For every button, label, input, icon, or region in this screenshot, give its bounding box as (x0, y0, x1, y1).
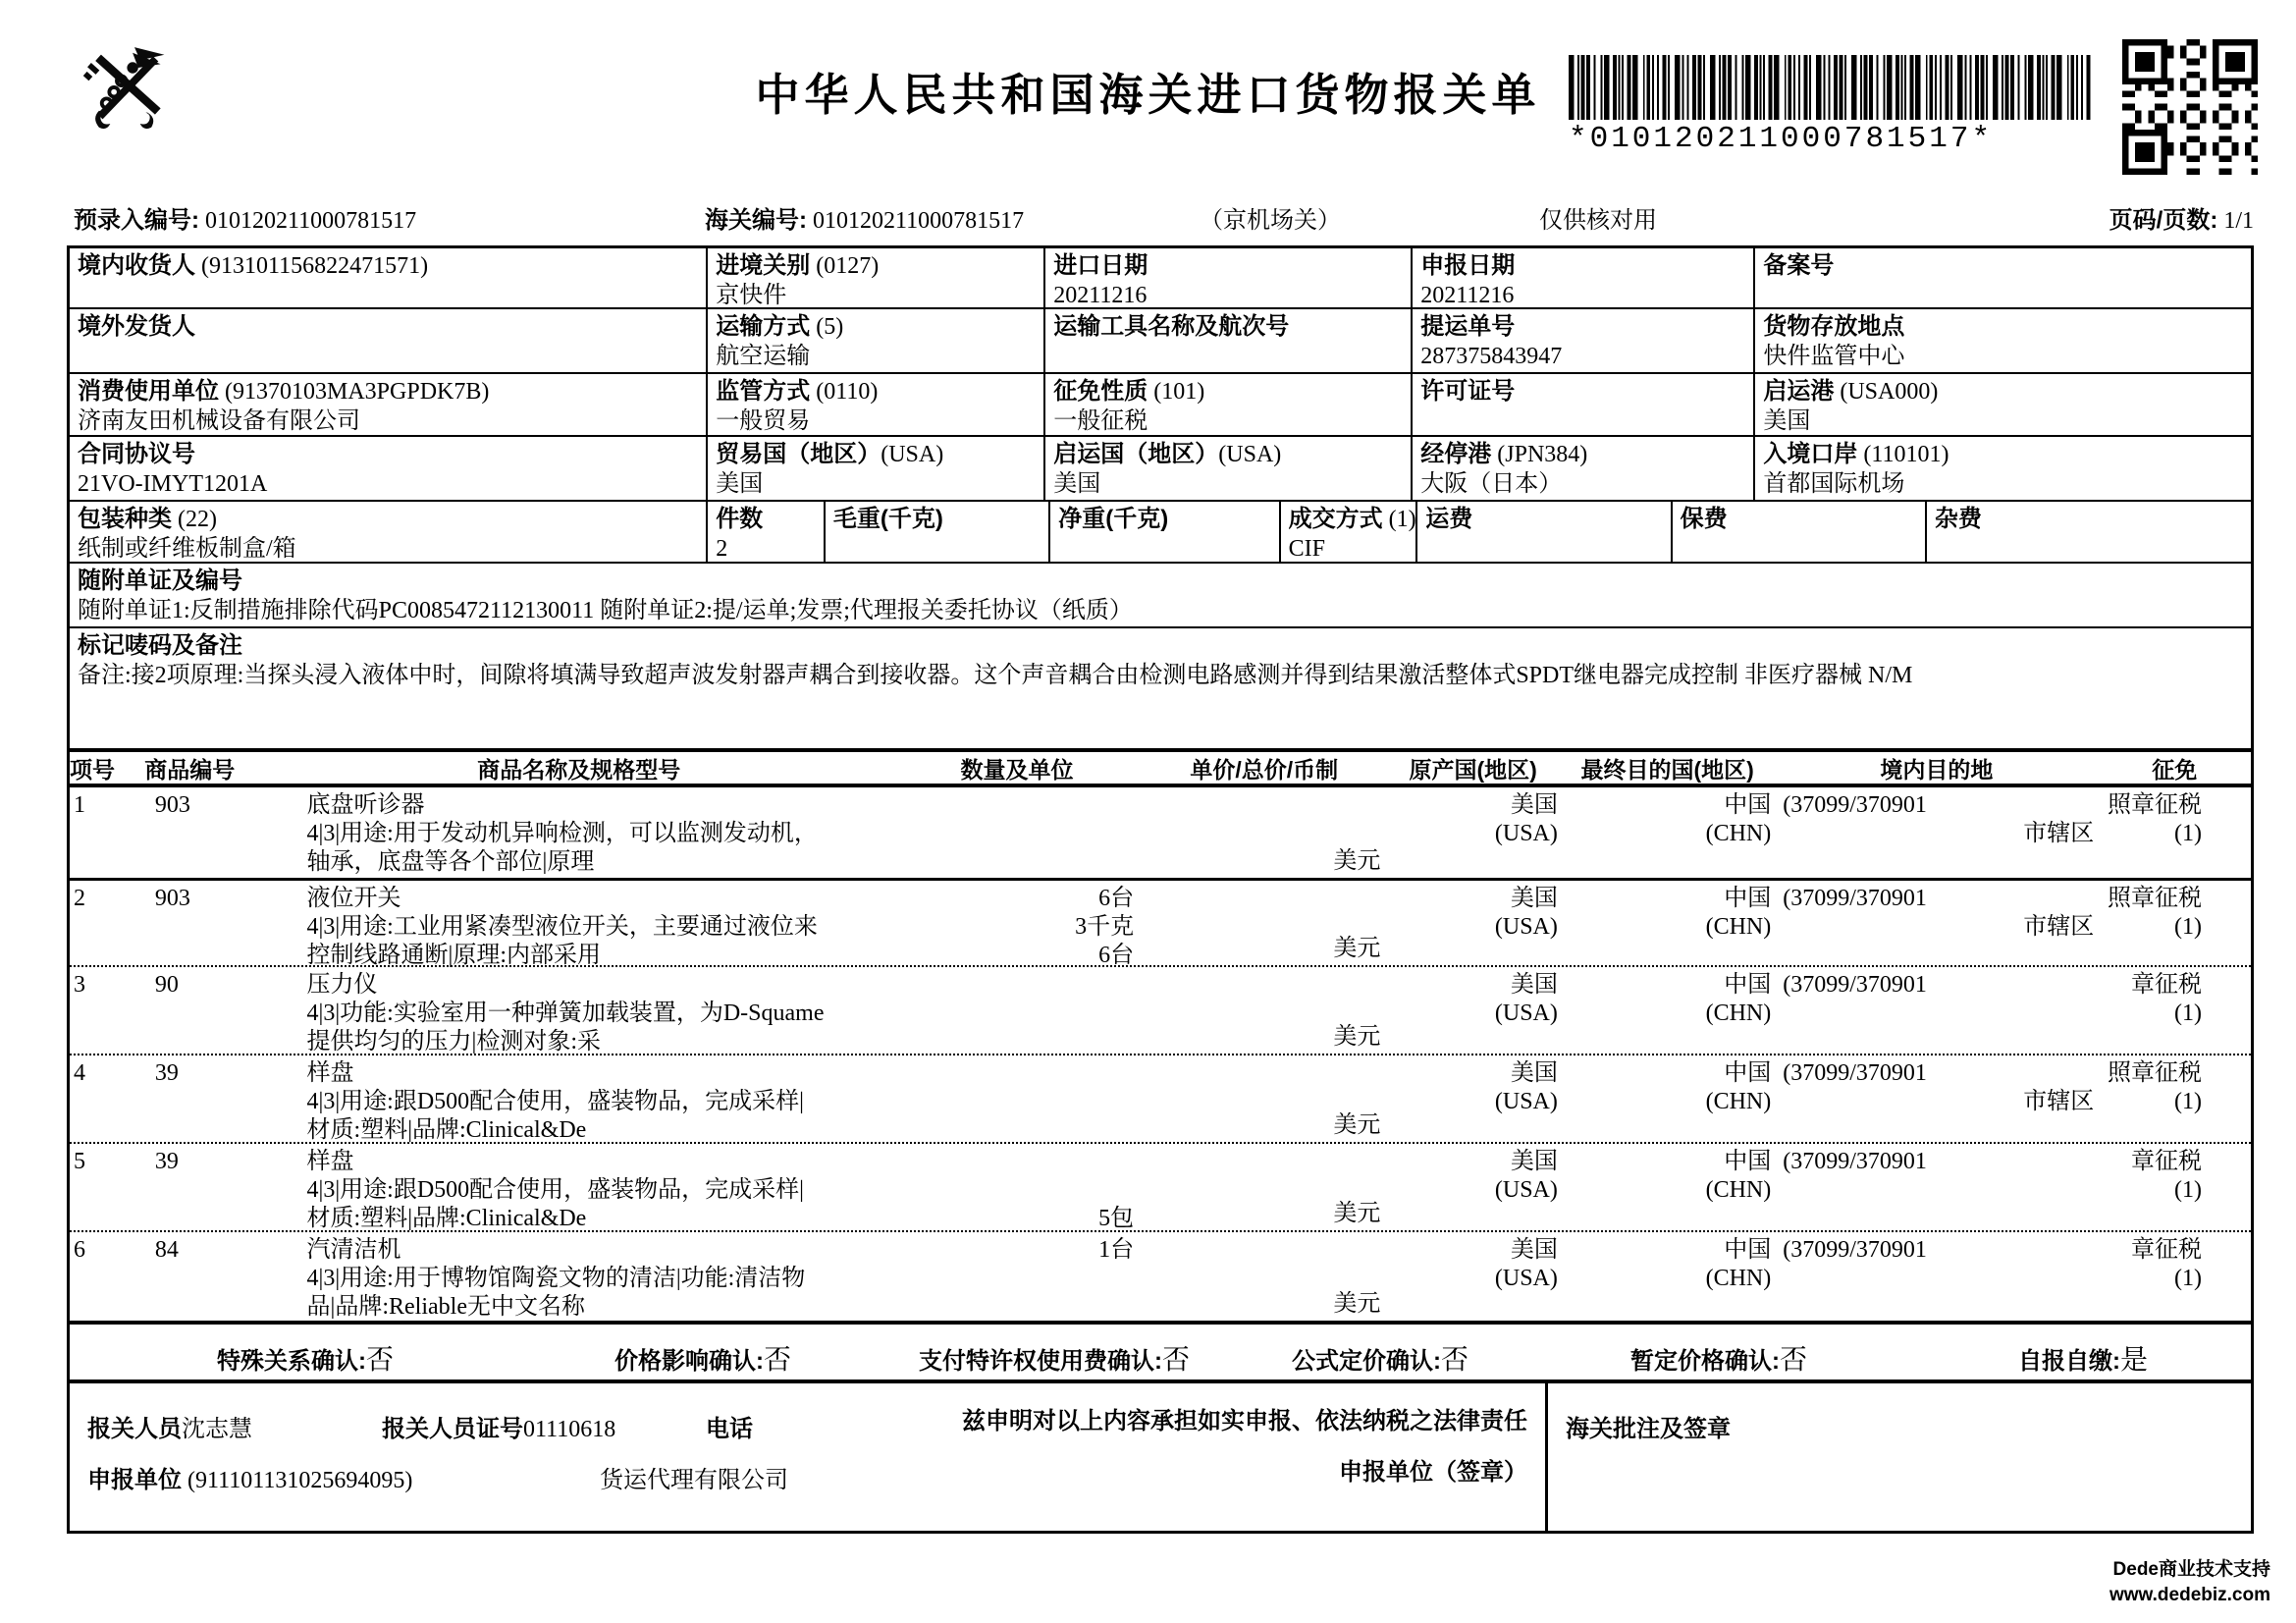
watermark-line1: Dede商业技术支持 (2112, 1559, 2270, 1580)
entry-customs-label: 进境关别 (716, 252, 811, 279)
transport-tool-cell (1045, 309, 1413, 372)
goods-levy-mode: 章征税 (1) (2130, 1237, 2202, 1291)
consignee-label: 境内收货人 (78, 252, 195, 279)
trade-country-value: 美国 (716, 471, 764, 497)
overseas-shipper-label: 境外发货人 (78, 313, 195, 340)
goods-domestic-dest: (37099/370901 (1783, 1149, 1927, 1174)
supervision-value: 一般贸易 (716, 408, 811, 434)
goods-levy-mode: 照章征税 (1) (2107, 792, 2202, 846)
barcode-text: *010120211000781517* (1569, 122, 1994, 156)
insurance-cell (1673, 502, 1927, 562)
page-label: 页码/页数: (2109, 207, 2218, 234)
via-port-label: 经停港 (1420, 441, 1492, 467)
goods-origin-country: 美国 (USA) (1494, 1237, 1558, 1291)
confirm-label: 公式定价确认: (1292, 1348, 1441, 1375)
confirm-label: 暂定价格确认: (1630, 1348, 1780, 1375)
pieces-value: 2 (716, 536, 728, 562)
goods-domestic-dest: (37099/370901 市辖区 (1783, 792, 2095, 846)
site-watermark (2109, 1557, 2270, 1608)
contract-value: 21VO-IMYT1201A (78, 471, 268, 497)
declarant-name: 沈志慧 (182, 1417, 252, 1442)
goods-origin-country: 美国 (USA) (1494, 792, 1558, 846)
record-no-label: 备案号 (1763, 252, 1835, 279)
declare-date-cell (1413, 248, 1755, 307)
transport-mode-value: 航空运输 (716, 344, 811, 369)
bill-no-cell (1413, 309, 1755, 372)
confirm-label: 价格影响确认: (614, 1348, 764, 1375)
info-row-5 (70, 502, 2251, 564)
goods-final-dest-country: 中国 (CHN) (1705, 972, 1772, 1026)
attached-docs-row (70, 564, 2251, 628)
confirm-self-declare-pay (2018, 1338, 2148, 1378)
confirm-value: 否 (366, 1345, 395, 1376)
goods-final-dest-country: 中国 (CHN) (1705, 1149, 1772, 1203)
declarant-group (87, 1409, 252, 1443)
confirm-label: 自报自缴: (2018, 1348, 2120, 1375)
barcode (1569, 55, 2099, 156)
packing-cell (70, 502, 708, 562)
legal-statement: 兹申明对以上内容承担如实申报、依法纳税之法律责任 (962, 1408, 1527, 1434)
bill-no-value: 287375843947 (1420, 344, 1563, 369)
col-header-qty-unit: 数量及单位 (960, 756, 1074, 783)
goods-final-dest-country: 中国 (CHN) (1705, 1060, 1772, 1114)
goods-item-no: 4 (74, 1060, 85, 1086)
gross-weight-cell (826, 502, 1050, 562)
confirm-value: 是 (2120, 1345, 2149, 1376)
goods-origin-country: 美国 (USA) (1494, 886, 1558, 940)
levy-nature-cell (1045, 374, 1413, 435)
form-body (67, 245, 2254, 1534)
license-label: 许可证号 (1420, 378, 1516, 405)
goods-origin-country: 美国 (USA) (1494, 1060, 1558, 1114)
pre-entry-label: 预录入编号: (74, 207, 199, 234)
storage-cell (1755, 309, 2251, 372)
goods-item-no: 2 (74, 886, 85, 911)
col-header-commodity-code: 商品编号 (144, 756, 236, 783)
import-date-label: 进口日期 (1053, 252, 1148, 279)
terms-cell (1281, 502, 1418, 562)
col-header-origin: 原产国(地区) (1409, 756, 1537, 783)
goods-qty-unit: 5包 (1098, 1206, 1135, 1231)
goods-currency: 美元 (1333, 1201, 1381, 1226)
col-header-levy: 征免 (2152, 756, 2198, 783)
goods-currency: 美元 (1333, 1291, 1381, 1317)
col-header-name-spec: 商品名称及规格型号 (477, 756, 681, 783)
goods-price-currency (1142, 971, 1386, 1054)
info-row-4 (70, 437, 2251, 502)
declare-unit-code: (911101131025694095) (187, 1468, 413, 1493)
goods-row (70, 881, 2251, 967)
pre-entry-no (74, 200, 416, 235)
goods-table-header (70, 748, 2251, 787)
goods-currency: 美元 (1333, 848, 1381, 874)
declarant-label: 报关人员 (87, 1416, 182, 1442)
declare-unit-label: 申报单位 (87, 1467, 182, 1493)
goods-row (70, 1144, 2251, 1232)
license-cell (1413, 374, 1755, 435)
entry-port-code: (110101) (1863, 442, 1949, 467)
supervision-code: (0110) (816, 379, 879, 405)
attached-docs-label: 随附单证及编号 (78, 568, 242, 594)
goods-row (70, 967, 2251, 1055)
goods-name-spec: 液位开关 4|3|用途:工业用紧凑型液位开关，主要通过液位来 控制线路通断|原理:内部采用 (306, 886, 818, 968)
confirm-value: 否 (1441, 1345, 1469, 1376)
consignee-code: (913101156822471571) (201, 253, 429, 279)
consignee-cell (70, 248, 708, 307)
goods-qty-unit: 1台 (1098, 1237, 1135, 1263)
entry-customs-cell (708, 248, 1045, 307)
marks-label: 标记唛码及备注 (78, 632, 242, 659)
departure-country-code: (USA) (1218, 442, 1282, 467)
import-date-cell (1045, 248, 1413, 307)
contract-cell (70, 437, 708, 500)
customs-no-value: 010120211000781517 (813, 208, 1025, 234)
goods-commodity-code: 903 (154, 792, 190, 818)
phone-label: 电话 (706, 1416, 753, 1442)
goods-commodity-code: 903 (154, 886, 190, 911)
confirm-value: 否 (1780, 1345, 1808, 1376)
customs-no (705, 200, 1024, 235)
marks-value: 备注:接2项原理:当探头浸入液体中时，间隙将填满导致超声波发射器声耦合到接收器。这个声音耦合由检测电路感测并得到结果激活整体式SPDT继电器完成控制 非医疗器械 N/M (78, 663, 1913, 688)
goods-item-no: 6 (74, 1237, 85, 1263)
goods-commodity-code: 39 (154, 1060, 179, 1086)
footer-section (70, 1383, 2251, 1531)
transport-mode-label: 运输方式 (716, 313, 811, 340)
col-header-final-dest: 最终目的国(地区) (1580, 756, 1754, 783)
departure-country-cell (1045, 437, 1413, 500)
goods-currency: 美元 (1333, 1112, 1381, 1138)
goods-row (70, 1232, 2251, 1321)
goods-commodity-code: 84 (154, 1237, 179, 1263)
goods-final-dest-country: 中国 (CHN) (1705, 886, 1772, 940)
gross-weight-label: 毛重(千克) (832, 506, 943, 532)
confirm-label: 特殊关系确认: (217, 1348, 366, 1375)
goods-commodity-code: 39 (154, 1149, 179, 1174)
goods-table-body (70, 787, 2251, 1321)
info-row-2 (70, 309, 2251, 374)
info-row-3 (70, 374, 2251, 437)
declare-date-label: 申报日期 (1420, 252, 1516, 279)
levy-nature-label: 征免性质 (1053, 378, 1148, 405)
goods-levy-mode: 章征税 (1) (2130, 972, 2202, 1026)
goods-item-no: 5 (74, 1149, 85, 1174)
declare-date-value: 20211216 (1420, 283, 1515, 307)
entry-port-cell (1755, 437, 2251, 500)
pre-entry-value: 010120211000781517 (205, 208, 417, 234)
qr-code-icon (2122, 39, 2258, 175)
goods-final-dest-country: 中国 (CHN) (1705, 792, 1772, 846)
declare-unit-name: 货运代理有限公司 (600, 1468, 788, 1493)
net-weight-label: 净重(千克) (1058, 506, 1169, 532)
customs-note-label: 海关批注及签章 (1566, 1416, 1731, 1442)
goods-item-no: 1 (74, 792, 85, 818)
transport-mode-code: (5) (816, 314, 844, 340)
departure-port-code: (USA000) (1840, 379, 1939, 405)
levy-nature-value: 一般征税 (1053, 408, 1148, 434)
barcode-bars-icon (1569, 55, 2094, 120)
entry-customs-code: (0127) (816, 253, 880, 279)
info-row-1 (70, 248, 2251, 309)
via-port-value: 大阪（日本） (1420, 471, 1563, 497)
freight-label: 运费 (1425, 506, 1473, 532)
pieces-cell (708, 502, 826, 562)
packing-label: 包装种类 (78, 506, 172, 532)
marks-remarks-row (70, 628, 2251, 748)
goods-qty-unit (892, 1059, 1142, 1142)
col-header-item-no: 项号 (70, 756, 115, 783)
freight-cell (1417, 502, 1672, 562)
departure-port-value: 美国 (1763, 408, 1811, 434)
port-note: （京机场关） (1200, 208, 1341, 234)
entry-port-label: 入境口岸 (1763, 441, 1858, 467)
goods-price-currency (1142, 1148, 1386, 1230)
transport-mode-cell (708, 309, 1045, 372)
departure-country-value: 美国 (1053, 471, 1101, 497)
consumer-name: 济南友田机械设备有限公司 (78, 408, 360, 434)
trade-country-cell (708, 437, 1045, 500)
goods-name-spec: 压力仪 4|3|功能:实验室用一种弹簧加载装置，为D-Squame 提供均匀的压力|检测对象:采 (306, 972, 825, 1055)
goods-name-spec: 样盘 4|3|用途:跟D500配合使用，盛装物品，完成采样| 材质:塑料|品牌:Clinical&De (306, 1149, 804, 1231)
attached-docs-value: 随附单证1:反制措施排除代码PC0085472112130011 随附单证2:提/运单;发票;代理报关委托协议（纸质） (78, 598, 1133, 623)
misc-fee-cell (1927, 502, 2251, 562)
goods-domestic-dest: (37099/370901 市辖区 (1783, 886, 2095, 940)
departure-port-label: 启运港 (1763, 378, 1835, 405)
overseas-shipper-cell (70, 309, 708, 372)
goods-domestic-dest: (37099/370901 (1783, 1237, 1927, 1263)
net-weight-cell (1050, 502, 1280, 562)
departure-port-cell (1755, 374, 2251, 435)
page-indicator (2109, 200, 2254, 235)
goods-name-spec: 汽清洁机 4|3|用途:用于博物馆陶瓷文物的清洁|功能:清洁物 品|品牌:Reliable无中文名称 (306, 1237, 806, 1320)
goods-levy-mode: 照章征税 (1) (2107, 1060, 2202, 1114)
sign-label: 申报单位（签章） (1339, 1459, 1527, 1486)
goods-domestic-dest: (37099/370901 (1783, 972, 1927, 998)
col-header-domestic-dest: 境内目的地 (1880, 756, 1994, 783)
goods-price-currency (1142, 791, 1386, 878)
confirm-label: 支付特许权使用费确认: (919, 1348, 1162, 1375)
consumer-code: (91370103MA3PGPDK7B) (225, 379, 490, 405)
departure-country-label: 启运国（地区） (1053, 441, 1219, 467)
supervision-cell (708, 374, 1045, 435)
declare-unit-group (87, 1460, 412, 1494)
page-value: 1/1 (2223, 208, 2254, 234)
confirm-special-relation (217, 1338, 394, 1378)
storage-value: 快件监管中心 (1763, 344, 1905, 369)
customs-no-label: 海关编号: (705, 207, 807, 234)
meta-line (0, 200, 2296, 236)
goods-name-spec: 底盘听诊器 4|3|用途:用于发动机异响检测，可以监测发动机， 轴承，底盘等各个部位|原理 (306, 792, 818, 875)
goods-levy-mode: 照章征税 (1) (2107, 886, 2202, 940)
confirm-price-influence (614, 1338, 791, 1378)
via-port-cell (1413, 437, 1755, 500)
goods-currency: 美元 (1333, 1024, 1381, 1050)
goods-price-currency (1142, 1236, 1386, 1321)
pieces-label: 件数 (716, 506, 764, 532)
customs-note-panel (1548, 1383, 2251, 1531)
packing-value: 纸制或纤维板制盒/箱 (78, 536, 296, 562)
insurance-label: 保费 (1680, 506, 1728, 532)
goods-qty-unit (892, 971, 1142, 1054)
declarant-id-value: 01110618 (523, 1417, 616, 1442)
bill-no-label: 提运单号 (1420, 313, 1516, 340)
contract-label: 合同协议号 (78, 441, 195, 467)
goods-domestic-dest: (37099/370901 市辖区 (1783, 1060, 2095, 1114)
goods-final-dest-country: 中国 (CHN) (1705, 1237, 1772, 1291)
check-only-note: 仅供核对用 (1539, 208, 1657, 234)
goods-row (70, 1055, 2251, 1144)
trade-country-label: 贸易国（地区） (716, 441, 881, 467)
levy-nature-code: (101) (1153, 379, 1205, 405)
declarant-panel (70, 1383, 1548, 1531)
goods-origin-country: 美国 (USA) (1494, 972, 1558, 1026)
record-no-cell (1755, 248, 2251, 307)
trade-country-code: (USA) (881, 442, 944, 467)
goods-origin-country: 美国 (USA) (1494, 1149, 1558, 1203)
goods-commodity-code: 90 (154, 972, 179, 998)
goods-levy-mode: 章征税 (1) (2130, 1149, 2202, 1203)
entry-customs-value: 京快件 (716, 283, 787, 307)
goods-item-no: 3 (74, 972, 85, 998)
confirm-value: 否 (764, 1345, 792, 1376)
goods-name-spec: 样盘 4|3|用途:跟D500配合使用，盛装物品，完成采样| 材质:塑料|品牌:Clinical&De (306, 1060, 804, 1143)
goods-price-currency (1142, 885, 1386, 965)
consumer-label: 消费使用单位 (78, 378, 219, 405)
col-header-price-currency: 单价/总价/币制 (1190, 756, 1339, 783)
terms-value: CIF (1288, 536, 1326, 562)
terms-label: 成交方式 (1288, 506, 1383, 532)
import-date-value: 20211216 (1053, 283, 1148, 307)
confirm-value: 否 (1162, 1345, 1191, 1376)
confirm-provisional-price (1630, 1338, 1807, 1378)
supervision-label: 监管方式 (716, 378, 811, 405)
form-title: 中华人民共和国海关进口货物报关单 (755, 70, 1541, 120)
transport-tool-label: 运输工具名称及航次号 (1053, 313, 1290, 340)
goods-qty-unit: 6台 3千克 6台 (1075, 886, 1135, 968)
terms-code: (1) (1388, 507, 1416, 532)
goods-qty-unit (892, 791, 1142, 878)
goods-price-currency (1142, 1059, 1386, 1142)
consumer-cell (70, 374, 708, 435)
packing-code: (22) (178, 507, 217, 532)
misc-fee-label: 杂费 (1934, 506, 1982, 532)
watermark-line2: www.dedebiz.com (2109, 1585, 2270, 1605)
declarant-id-label: 报关人员证号 (382, 1416, 523, 1442)
confirmation-strip (70, 1321, 2251, 1383)
goods-row (70, 787, 2251, 881)
storage-label: 货物存放地点 (1763, 313, 1905, 340)
goods-currency: 美元 (1333, 936, 1381, 961)
declarant-id-group (382, 1409, 615, 1443)
confirm-royalty-payment (919, 1338, 1190, 1378)
entry-port-value: 首都国际机场 (1763, 471, 1905, 497)
via-port-code: (JPN384) (1497, 442, 1588, 467)
confirm-formula-pricing (1292, 1338, 1468, 1378)
